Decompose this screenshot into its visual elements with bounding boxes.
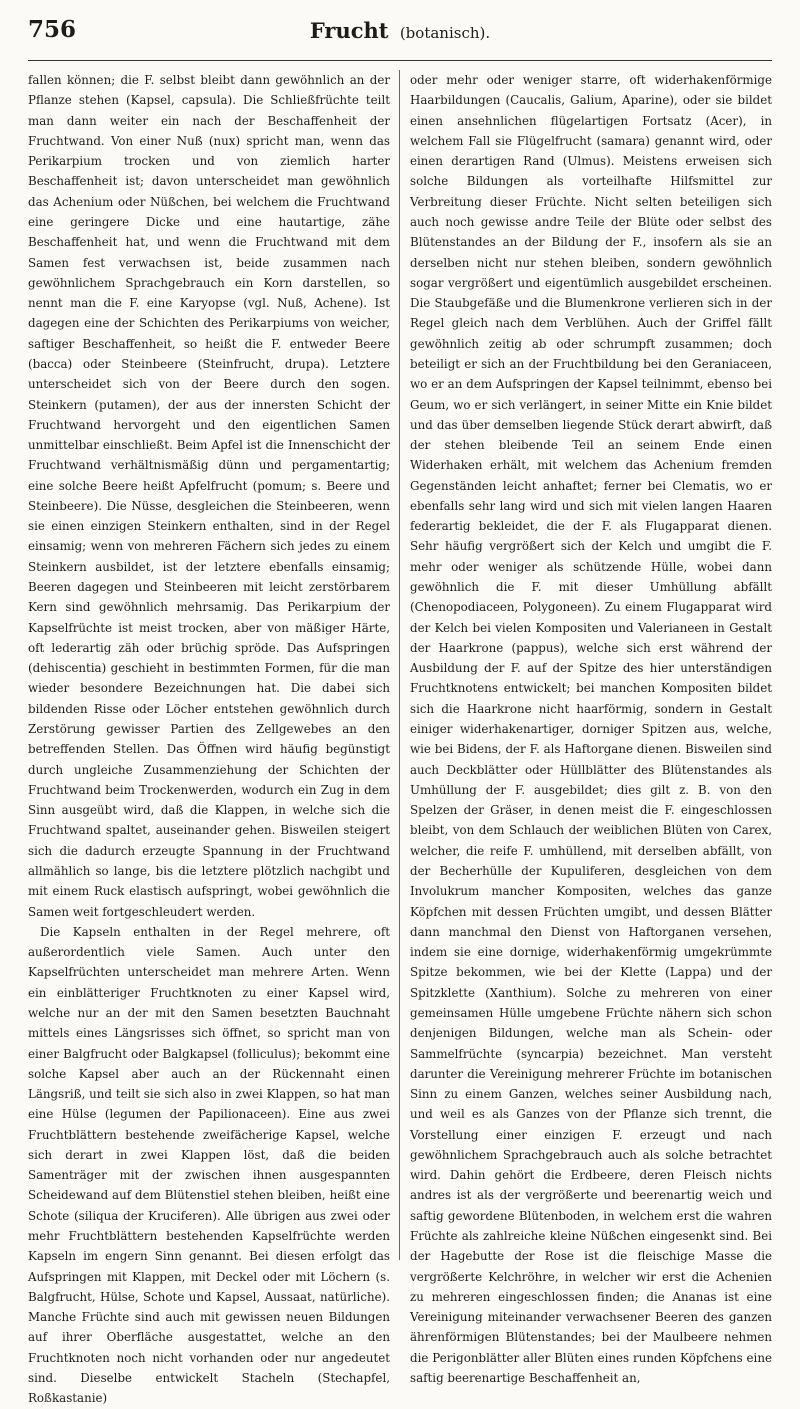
left-column	[28, 70, 390, 1406]
paragraph: Die Kapseln enthalten in der Regel mehrere, oft außerordentlich viele Samen. Auch unter den Kapselfrüchten unterscheidet man mehrere Arten. Wenn ein einblätteriger Fruchtknoten zu einer Kapsel wird, welche nur an der mit den Samen besetzten Bauchnaht mittels eines Längsrisses sich öffnet, so spricht man von einer Balgfrucht oder Balgkapsel (folliculus); bekommt eine solche Kapsel aber auch an der Rückennaht einen Längsriß, und teilt sie sich also in zwei Klappen, so hat man eine Hülse (legumen der Papilionaceen). Eine aus zwei Fruchtblättern bestehende zweifächerige Kapsel, welche sich derart in zwei Klappen löst, daß die beiden Samenträger mit der zwischen ihnen ausgespannten Scheidewand auf dem Blütenstiel stehen bleiben, heißt eine Schote (siliqua der Kruciferen). Alle übrigen aus zwei oder mehr Fruchtblättern bestehenden Kapselfrüchte werden Kapseln im engern Sinn genannt. Bei diesen erfolgt das Aufspringen mit Klappen, mit Deckel oder mit Löchern (s. Balgfrucht, Hülse, Schote und Kapsel, Aussaat, natürliche). Manche Früchte sind auch mit gewissen neuen Bildungen auf ihrer Oberfläche ausgestattet, welche an den Fruchtknoten noch nicht vorhanden oder nur angedeutet sind. Dieselbe entwickelt Stacheln (Stechapfel, Roßkastanie)	[28, 924, 390, 1406]
page-number: 756	[28, 16, 77, 43]
right-column	[410, 70, 772, 1385]
running-title-subtitle: (botanisch).	[399, 24, 491, 42]
header-rule	[28, 60, 772, 61]
paragraph: fallen können; die F. selbst bleibt dann gewöhnlich an der Pflanze stehen (Kapsel, capsula). Die Schließfrüchte teilt man dann weiter ein nach der Beschaffenheit der Fruchtwand. Von einer Nuß (nux) spricht man, wenn das Perikarpium trocken und von ziemlich harter Beschaffenheit ist; davon unterscheidet man gewöhnlich das Achenium oder Nüßchen, bei welchem die Fruchtwand eine geringere Dicke und eine hautartige, zähe Beschaffenheit hat, und wenn die Fruchtwand mit dem Samen fest verwachsen ist, beide zusammen nach gewöhnlichem Sprachgebrauch ein Korn darstellen, so nennt man die F. eine Karyopse (vgl. Nuß, Achene). Ist dagegen eine der Schichten des Perikarpiums von weicher, saftiger Beschaffenheit, so heißt die F. entweder Beere (bacca) oder Steinbeere (Steinfrucht, drupa). Letztere unterscheidet sich von der Beere durch den sogen. Steinkern (putamen), der aus der innersten Schicht der Fruchtwand hervorgeht und den eigentlichen Samen unmittelbar einschließt. Beim Apfel ist die Innenschicht der Fruchtwand verhältnismäßig dünn und pergamentartig; eine solche Beere heißt Apfelfrucht (pomum; s. Beere und Steinbeere). Die Nüsse, desgleichen die Steinbeeren, wenn sie einen einzigen Steinkern enthalten, sind in der Regel einsamig; wenn von mehreren Fächern sich jedes zu einem Steinkern ausbildet, ist der letztere ebenfalls einsamig; Beeren dagegen und Steinbeeren mit leicht zerstörbarem Kern sind gewöhnlich mehrsamig. Das Perikarpium der Kapselfrüchte ist meist trocken, aber von mäßiger Härte, oft lederartig zäh oder brüchig spröde. Das Aufspringen (dehiscentia) geschieht in bestimmten Formen, für die man wieder besondere Bezeichnungen hat. Die dabei sich bildenden Risse oder Löcher entstehen gewöhnlich durch Zerstörung gewisser Partien des Zellgewebes an den betreffenden Stellen. Das Öffnen wird häufig begünstigt durch ungleiche Zusammenziehung der Schichten der Fruchtwand beim Trockenwerden, wodurch ein Zug in dem Sinn ausgeübt wird, daß die Klappen, in welche sich die Fruchtwand spaltet, auseinander gehen. Bisweilen steigert sich die dadurch erzeugte Spannung in der Fruchtwand allmählich so lange, bis die letztere plötzlich nachgibt und mit einem Ruck elastisch aufspringt, wobei gewöhnlich die Samen weit fortgeschleudert werden.	[28, 73, 390, 919]
paragraph: oder mehr oder weniger starre, oft widerhakenförmige Haarbildungen (Caucalis, Galium, Aparine), oder sie bildet einen ansehnlichen flügelartigen Fortsatz (Acer), in welchem Fall sie Flügelfrucht (samara) genannt wird, oder einen derartigen Rand (Ulmus). Meistens erweisen sich solche Bildungen als vorteilhafte Hilfsmittel zur Verbreitung dieser Früchte. Nicht selten beteiligen sich auch noch gewisse andre Teile der Blüte oder selbst des Blütenstandes an der Bildung der F., insofern als sie an derselben nicht nur stehen bleiben, sondern gewöhnlich sogar vergrößert und eigentümlich ausgebildet erscheinen. Die Staubgefäße und die Blumenkrone verlieren sich in der Regel gleich nach dem Verblühen. Auch der Griffel fällt gewöhnlich zeitig ab oder schrumpft zusammen; doch beteiligt er sich an der Fruchtbildung bei den Geraniaceen, wo er an dem Aufspringen der Kapsel teilnimmt, ebenso bei Geum, wo er sich verlängert, in seiner Mitte ein Knie bildet und das über demselben liegende Stück derart abwirft, daß der stehen bleibende Teil an seinem Ende einen Widerhaken erhält, mit welchem das Achenium fremden Gegenständen leicht anhaftet; ferner bei Clematis, wo er ebenfalls sehr lang wird und sich mit vielen langen Haaren federartig bekleidet, die der F. als Flugapparat dienen. Sehr häufig vergrößert sich der Kelch und umgibt die F. mehr oder weniger als schützende Hülle, wobei dann gewöhnlich die F. mit dieser Umhüllung abfällt (Chenopodiaceen, Polygoneen). Zu einem Flugapparat wird der Kelch bei vielen Kompositen und Valerianeen in Gestalt der Haarkrone (pappus), welche sich erst während der Ausbildung der F. auf der Spitze des hier unterständigen Fruchtknotens entwickelt; bei manchen Kompositen bildet sich die Haarkrone nicht haarförmig, sondern in Gestalt einiger widerhakenartiger, dorniger Spitzen aus, welche, wie bei Bidens, der F. als Haftorgane dienen. Bisweilen sind auch Deckblätter oder Hüllblätter des Blütenstandes als Umhüllung der F. ausgebildet; dies gilt z. B. von den Spelzen der Gräser, in denen meist die F. eingeschlossen bleibt, von dem Schlauch der weiblichen Blüten von Carex, welcher, die reife F. umhüllend, mit derselben abfällt, von der Becherhülle der Kupuliferen, desgleichen von dem Involukrum mancher Kompositen, welches das ganze Köpfchen mit dessen Früchten umgibt, und dessen Blätter dann manchmal den Dienst von Haftorganen versehen, indem sie eine dornige, widerhakenförmig umgekrümmte Spitze bekommen, wie bei der Klette (Lappa) und der Spitzklette (Xanthium). Solche zu mehreren von einer gemeinsamen Hülle umgebene Früchte nähern sich schon denjenigen Bildungen, welche man als Schein- oder Sammelfrüchte (syncarpia) bezeichnet. Man versteht darunter die Vereinigung mehrerer Früchte im botanischen Sinn zu einem Ganzen, welches seiner Ausbildung nach, und weil es als Ganzes von der Pflanze sich trennt, die Vorstellung einer einzigen F. erzeugt und nach gewöhnlichem Sprachgebrauch auch als solche betrachtet wird. Dahin gehört die Erdbeere, deren Fleisch nichts andres ist als der vergrößerte und beerenartig weich und saftig gewordene Blütenboden, in welchem erst die wahren Früchte als zahlreiche kleine Nüßchen eingesenkt sind. Bei der Hagebutte der Rose ist die fleischige Masse die vergrößerte Kelchröhre, in welcher wir erst die Achenien zu mehreren eingeschlossen finden; die Ananas ist eine Vereinigung miteinander verwachsener Beeren des ganzen ährenförmigen Blütenstandes; bei der Maulbeere nehmen die Perigonblätter aller Blüten eines runden Köpfchens eine saftig beerenartige Beschaffenheit an,	[410, 73, 772, 1385]
column-divider	[399, 70, 400, 1260]
running-title	[28, 18, 772, 43]
running-title-main: Frucht	[309, 18, 389, 43]
page-header	[28, 10, 772, 54]
